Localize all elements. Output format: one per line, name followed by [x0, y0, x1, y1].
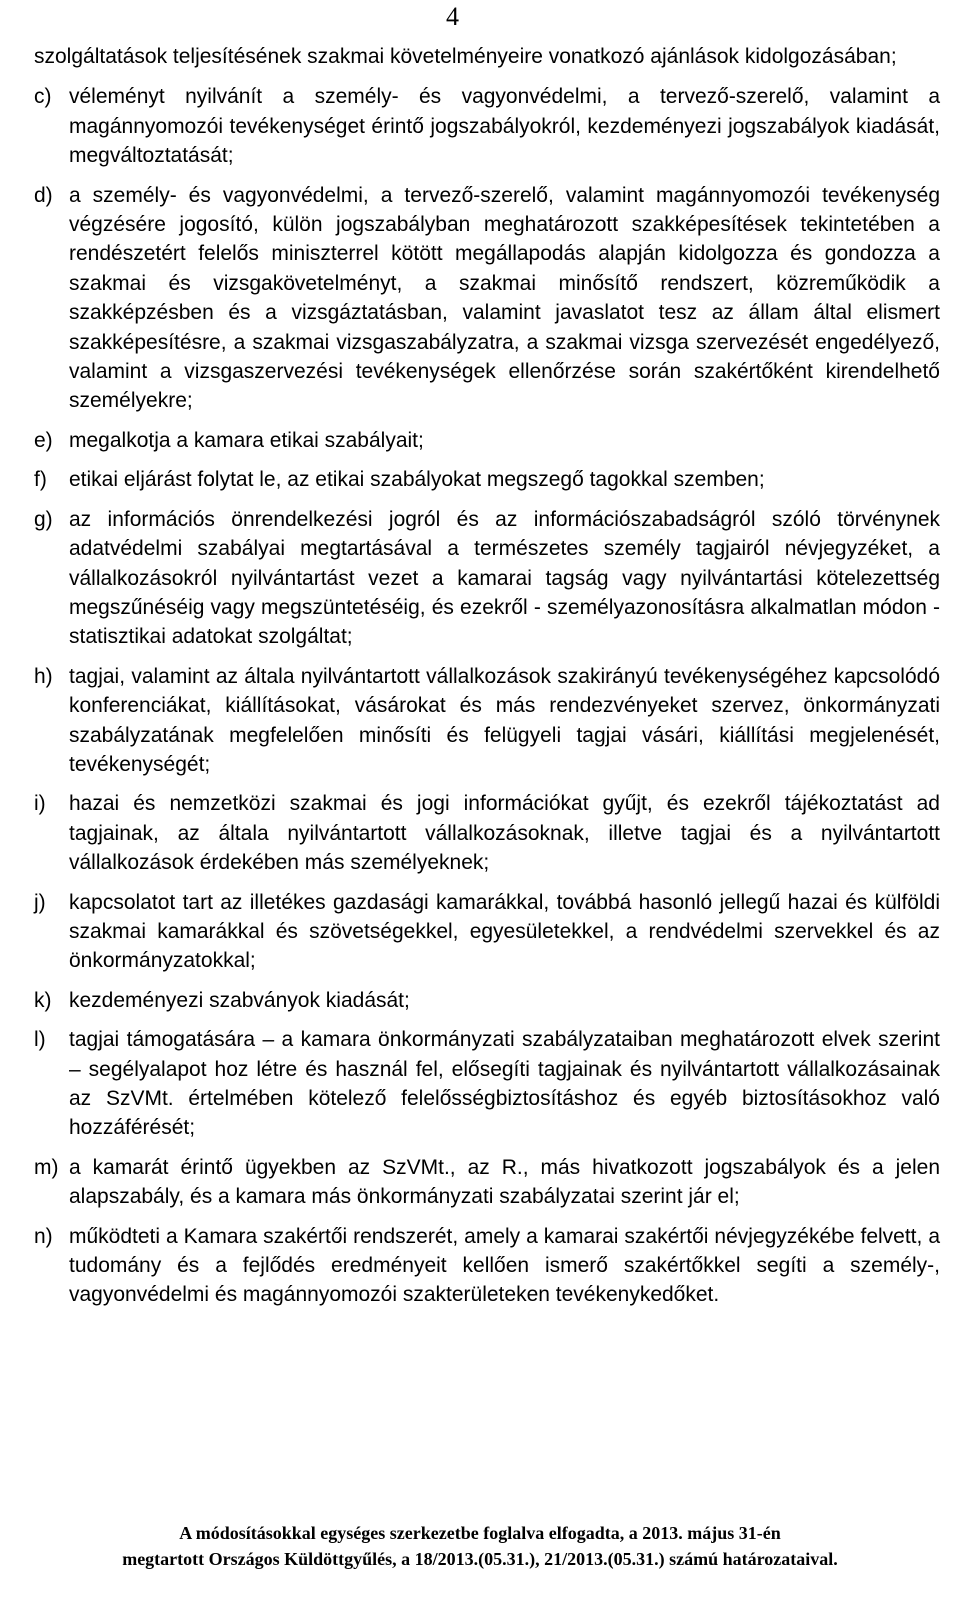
- list-item-label: n): [34, 1224, 53, 1248]
- intro-paragraph: szolgáltatások teljesítésének szakmai követelményeire vonatkozó ajánlások kidolgozásában;: [34, 45, 897, 68]
- list-item-e: [34, 426, 940, 455]
- list-item-label: c): [34, 85, 52, 109]
- list-item-text: etikai eljárást folytat le, az etikai szabályokat megszegő tagokkal szemben;: [69, 468, 765, 492]
- list-item-g: [34, 505, 940, 652]
- list-item-c: [34, 82, 940, 170]
- list-item-text: véleményt nyilvánít a személy- és vagyonvédelmi, a tervező-szerelő, valamint a magánnyomozói tevékenységet érintő jogszabályokról, kezdeményezi jogszabályok kiadását, megváltoztatását;: [69, 85, 940, 168]
- list-item-text: a kamarát érintő ügyekben az SzVMt., az R., más hivatkozott jogszabályok és a jelen alapszabály, és a kamara más önkormányzati szabályzatai szerint jár el;: [69, 1155, 940, 1209]
- list-item-text: tagjai támogatására – a kamara önkormányzati szabályzataiban meghatározott elvek szerint – segélyalapot hoz létre és használ fel, elősegíti tagjainak és nyilvántartott vállalkozásainak az SzVMt. értelmében kötelező felelősségbiztosításhoz és egyéb biztosításokhoz való hozzáférését;: [69, 1028, 940, 1140]
- list-item-i: [34, 789, 940, 877]
- list-item-label: f): [34, 468, 47, 492]
- list-item-n: [34, 1222, 940, 1310]
- list-item-text: kapcsolatot tart az illetékes gazdasági kamarákkal, továbbá hasonló jellegű hazai és külföldi szakmai kamarákkal és szövetségekkel, egyesületekkel, a rendvédelmi szervekkel és az önkormányzatokkal;: [69, 890, 940, 973]
- list-item-label: k): [34, 988, 52, 1012]
- list-item-text: az információs önrendelkezési jogról és az információszabadságról szóló törvénynek adatvédelmi szabályai megtartásával a természetes személy tagjairól névjegyzéket, a vállalkozásokról nyilvántartást vezet a kamarai tagság vagy nyilvántartási kötelezettség megszűnéséig vagy megszüntetéséig, és ezekről - személyazonosításra alkalmatlan módon - statisztikai adatokat szolgáltat;: [69, 507, 940, 649]
- list-item-m: [34, 1153, 940, 1212]
- list-item-label: l): [34, 1028, 46, 1052]
- footer-line-2: megtartott Országos Küldöttgyűlés, a 18/2013.(05.31.), 21/2013.(05.31.) számú határozataival.: [122, 1549, 838, 1569]
- footer-line-1: A módosításokkal egységes szerkezetbe foglalva elfogadta, a 2013. május 31-én: [179, 1523, 781, 1543]
- document-body: [34, 42, 940, 1320]
- list-item-text: megalkotja a kamara etikai szabályait;: [69, 428, 424, 452]
- list-item-l: [34, 1025, 940, 1143]
- list-item-text: a személy- és vagyonvédelmi, a tervező-szerelő, valamint magánnyomozói tevékenység végzésére jogosító, külön jogszabályban meghatározott szakképesítések tekintetében a rendészetért felelős miniszterrel kötött megállapodás alapján kidolgozza és gondozza a szakmai és vizsgakövetelményt, a szakmai minősítő rendszert, közreműködik a szakképzésben és a vizsgáztatásban, valamint javaslatot tesz az állam által elismert szakképesítésre, a szakmai vizsgaszabályzatra, a szakmai vizsga szervezését engedélyező, valamint a vizsgaszervezési tevékenységek ellenőrzése során szakértőként kirendelhető személyekre;: [69, 183, 940, 413]
- list-item-d: [34, 181, 940, 416]
- list-item-k: [34, 986, 940, 1015]
- list-item-text: tagjai, valamint az általa nyilvántartott vállalkozások szakirányú tevékenységéhez kapcsolódó konferenciákat, kiállításokat, vásárokat és más rendezvényeket szervez, önkormányzati szabályzatának megfelelően minősíti és felügyeli tagjai vásári, kiállítási megjelenését, tevékenységét;: [69, 664, 940, 776]
- list-item-label: j): [34, 890, 46, 914]
- list-item-label: e): [34, 428, 53, 452]
- list-item-label: h): [34, 664, 53, 688]
- list-item-f: [34, 465, 940, 494]
- list-item-text: hazai és nemzetközi szakmai és jogi információkat gyűjt, és ezekről tájékoztatást ad tagjainak, az általa nyilvántartott vállalkozásoknak, illetve tagjai és a nyilvántartott vállalkozások érdekében más személyeknek;: [69, 792, 940, 875]
- list-item-j: [34, 888, 940, 976]
- list-item-text: működteti a Kamara szakértői rendszerét, amely a kamarai szakértői névjegyzékébe felvett, a tudomány és a fejlődés eredményeit kellően ismerő szakértőkkel segíti a személy-, vagyonvédelmi és magánnyomozói szakterületeken tevékenykedőket.: [69, 1224, 940, 1307]
- page-footer: [0, 1520, 960, 1572]
- list-item-text: kezdeményezi szabványok kiadását;: [69, 988, 410, 1012]
- list-item-label: d): [34, 183, 53, 207]
- list-item-label: g): [34, 507, 53, 531]
- page-number: 4: [446, 2, 459, 31]
- list-item-label: i): [34, 792, 46, 816]
- list-item-label: m): [34, 1155, 59, 1179]
- list-item-h: [34, 662, 940, 780]
